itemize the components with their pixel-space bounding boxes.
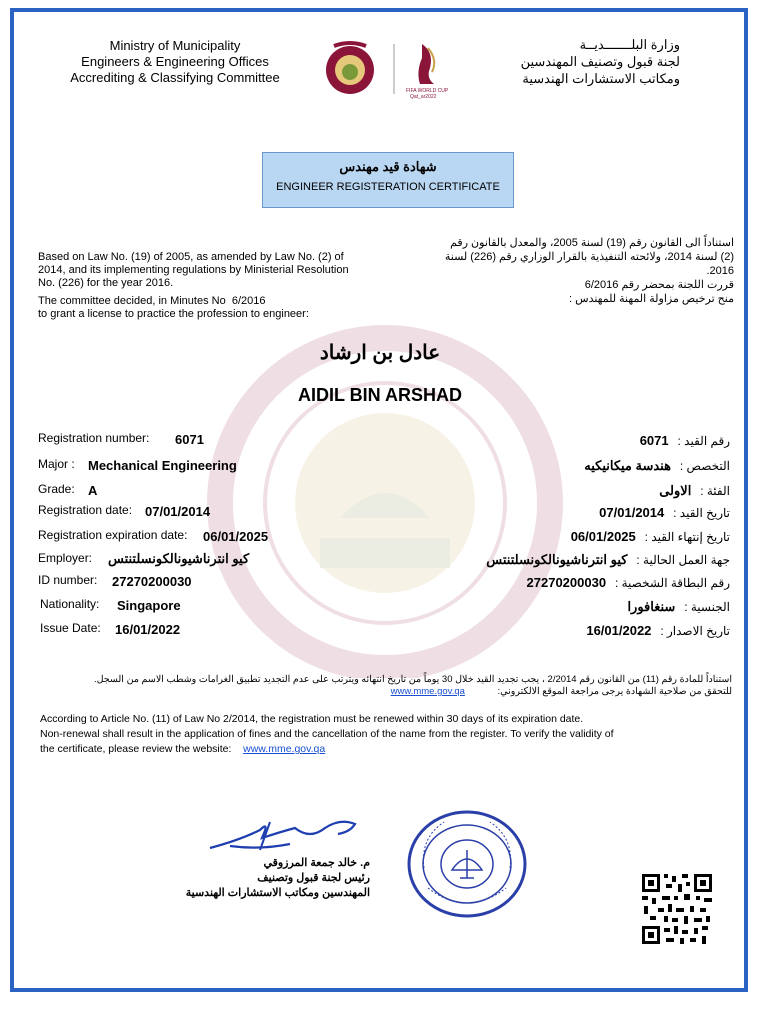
signature <box>200 810 370 860</box>
nationality-value-ar: سنغافورا <box>627 599 676 614</box>
major-row-ar <box>430 457 730 475</box>
issue-date-label: Issue Date: <box>40 621 101 635</box>
registration-date-row-ar <box>430 504 730 522</box>
renewal-text-ar: استناداً للمادة رقم (11) من القانون رقم 2/2014 ، يجب تجديد القيد خلال 30 يوماً من تاريخ انتهائه ويترتب على عدم التجديد تطبيق الغرامات وشطب الاسم من السجل. <box>93 674 732 685</box>
employer-label-ar: جهة العمل الحالية : <box>636 553 730 567</box>
committee-text-ar: قررت اللجنة بمحضر رقم <box>621 279 734 291</box>
registration-number-value-ar: 6071 <box>639 433 669 448</box>
verify-label-en: the certificate, please review the website: <box>40 743 232 755</box>
major-value: Mechanical Engineering <box>88 458 237 473</box>
official-stamp <box>404 808 530 920</box>
certificate-title-ar: شهادة قيد مهندس <box>339 159 437 174</box>
certificate-title-en: ENGINEER REGISTERATION CERTIFICATE <box>276 181 500 193</box>
committee-name: Accrediting & Classifying Committee <box>70 70 280 85</box>
expiration-date-row-ar <box>430 528 730 546</box>
signatory-name: م. خالد جمعة المرزوقي <box>263 857 370 869</box>
expiration-date-value-ar: 06/01/2025 <box>570 529 636 544</box>
id-number-label-ar: رقم البطاقة الشخصية : <box>614 576 730 590</box>
header-arabic <box>470 36 680 87</box>
nationality-value: Singapore <box>117 598 181 613</box>
signatory-block <box>180 856 370 901</box>
fifa-line2: Qat_ar2022 <box>410 94 437 100</box>
committee-name-ar-2: ومكاتب الاستشارات الهندسية <box>522 71 680 86</box>
nationality-label-ar: الجنسية : <box>684 600 730 614</box>
legal-basis-ar <box>440 236 734 306</box>
website-link-en[interactable]: www.mme.gov.qa <box>243 743 326 755</box>
minutes-number-en: 6/2016 <box>231 295 266 307</box>
grade-label-ar: الفئة : <box>700 484 730 498</box>
employer-value: كيو انترناشيونالكونسلتنتس <box>108 551 250 566</box>
verify-label-ar: للتحقق من صلاحية الشهادة يرجى مراجعة الموقع الالكتروني: <box>497 686 732 697</box>
expiration-date-value: 06/01/2025 <box>203 529 269 544</box>
committee-decision-ar <box>440 278 734 292</box>
renewal-text-en-1: According to Article No. (11) of Law No 2/2014, the registration must be renewed within 30 days of its expiration date. <box>40 713 584 725</box>
grade-row-ar <box>430 482 730 500</box>
employer-label: Employer: <box>38 551 93 565</box>
registration-number-label: Registration number: <box>38 431 150 445</box>
renewal-notice-ar <box>40 674 732 698</box>
registration-date-label: Registration date: <box>38 503 133 517</box>
id-number-label: ID number: <box>38 573 98 587</box>
website-link-ar[interactable]: www.mme.gov.qa <box>390 686 465 697</box>
legal-basis-en <box>38 251 358 321</box>
certificate-title-box <box>262 152 514 208</box>
engineer-name-ar: عادل بن ارشاد <box>319 342 441 364</box>
signatory-title-2: المهندسين ومكاتب الاستشارات الهندسية <box>185 887 370 899</box>
id-number-value: 27270200030 <box>112 574 192 589</box>
registration-date-value-ar: 07/01/2014 <box>599 505 665 520</box>
renewal-text-en-2: Non-renewal shall result in the application of fines and the cancellation of the name from the register. To verify the validity of <box>40 728 614 740</box>
committee-text-en: The committee decided, in Minutes No <box>38 295 226 307</box>
ministry-name: Ministry of Municipality <box>109 38 241 53</box>
law-reference-en: Based on Law No. (19) of 2005, as amended by Law No. (2) of 2014, and its implementing regulations by Ministerial Resolution No. (226) for the year 2016. <box>38 251 349 289</box>
id-number-row-ar <box>430 574 730 592</box>
grade-value: A <box>88 483 98 498</box>
grade-value-ar: الاولى <box>659 483 692 498</box>
fifa-logo <box>406 44 449 100</box>
ministry-name-ar: وزارة البلـــــــديــة <box>579 37 680 52</box>
expiration-date-label-ar: تاريخ إنتهاء القيد : <box>644 530 730 544</box>
fifa-line1: FIFA WORLD CUP <box>406 88 449 94</box>
office-name: Engineers & Engineering Offices <box>81 54 269 69</box>
id-number-value-ar: 27270200030 <box>526 575 607 590</box>
signatory-title-1: رئيس لجنة قبول وتصنيف <box>257 872 370 884</box>
qr-code <box>640 872 714 946</box>
nationality-row-ar <box>430 598 730 616</box>
issue-date-value: 16/01/2022 <box>115 622 181 637</box>
major-value-ar: هندسة ميكانيكيه <box>584 458 671 473</box>
registration-date-value: 07/01/2014 <box>145 504 211 519</box>
grade-label: Grade: <box>38 482 75 496</box>
license-grant-en: to grant a license to practice the profession to engineer: <box>38 308 309 320</box>
major-label-ar: التخصص : <box>679 459 730 473</box>
issue-date-value-ar: 16/01/2022 <box>586 623 652 638</box>
renewal-text-en-3 <box>40 742 680 757</box>
registration-number-value: 6071 <box>175 432 204 447</box>
committee-decision-en <box>38 295 358 308</box>
minutes-number-ar: 6/2016 <box>584 279 619 291</box>
committee-name-ar-1: لجنة قبول وتصنيف المهندسين <box>520 54 680 69</box>
expiration-date-label: Registration expiration date: <box>38 528 188 542</box>
issue-date-row-ar <box>430 622 730 640</box>
registration-number-label-ar: رقم القيد : <box>677 434 730 448</box>
header-logos <box>322 38 467 100</box>
verify-text-ar <box>40 686 732 698</box>
employer-value-ar: كيو انترناشيونالكونسلتنتس <box>486 552 628 567</box>
engineer-name-en: AIDIL BIN ARSHAD <box>297 385 462 405</box>
issue-date-label-ar: تاريخ الاصدار : <box>660 624 730 638</box>
ministry-logo <box>322 38 467 100</box>
renewal-notice-en <box>40 712 680 757</box>
registration-date-label-ar: تاريخ القيد : <box>673 506 730 520</box>
law-reference-ar: استناداً الى القانون رقم (19) لسنة 2005، والمعدل بالقانون رقم (2) لسنة 2014، ولائحته التنفيذية بالقرار الوزاري رقم (226) لسنة 2016. <box>444 237 734 277</box>
nationality-label: Nationality: <box>40 597 100 611</box>
employer-row-ar <box>400 551 730 569</box>
license-grant-ar: منح ترخيص مزاولة المهنة للمهندس : <box>569 293 734 305</box>
header-english <box>30 38 320 86</box>
registration-number-row-ar <box>430 432 730 450</box>
major-label: Major : <box>38 457 75 471</box>
